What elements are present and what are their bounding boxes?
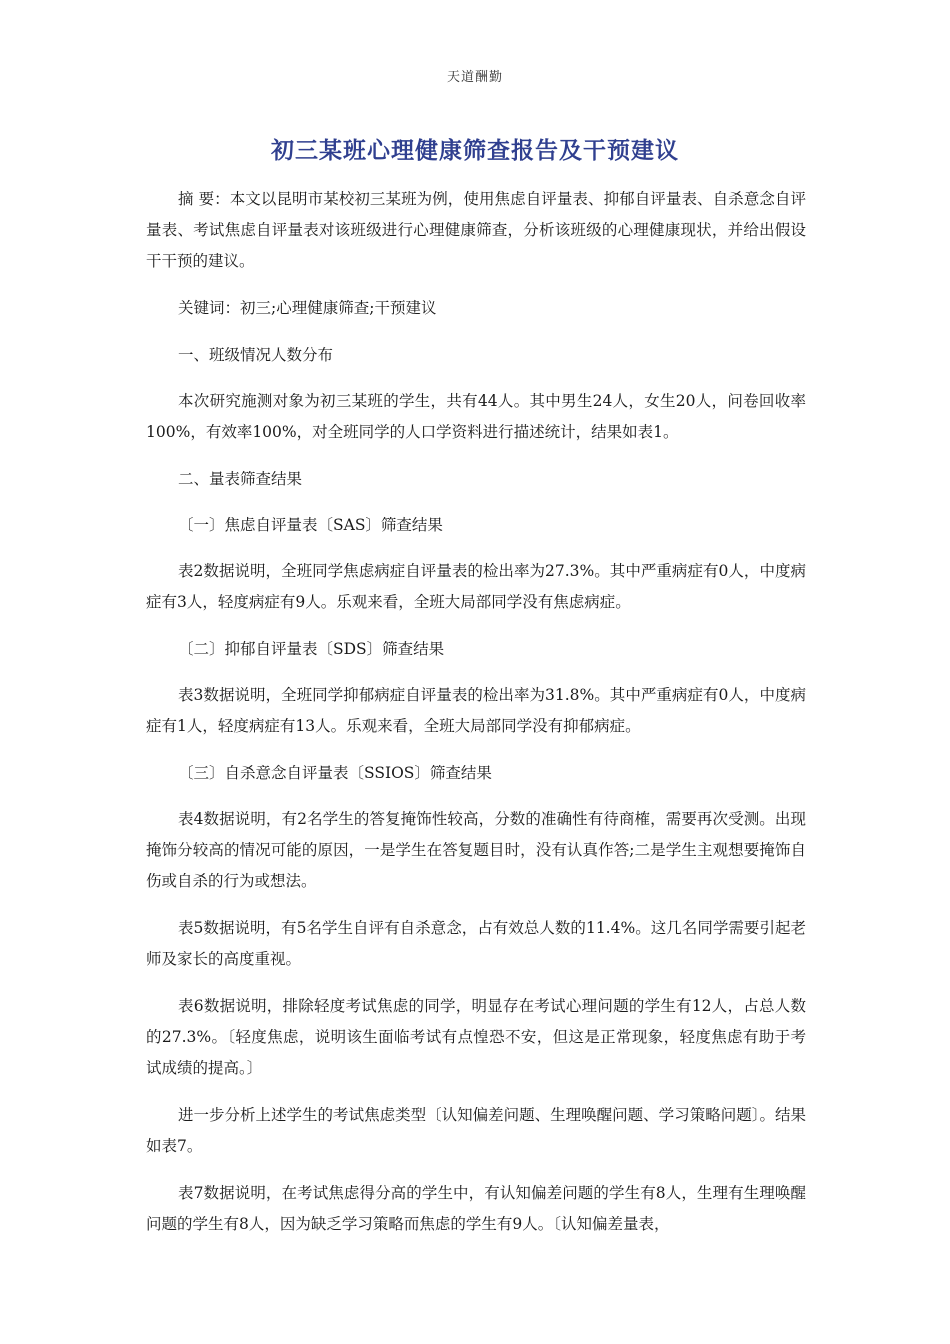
document-body xyxy=(146,184,806,1256)
abstract-paragraph: 摘 要：本文以昆明市某校初三某班为例，使用焦虑自评量表、抑郁自评量表、自杀意念自评量表、考试焦虑自评量表对该班级进行心理健康筛查，分析该班级的心理健康现状，并给出假设干干预的建议。 xyxy=(146,190,806,270)
section-heading: 一、班级情况人数分布 xyxy=(178,346,334,364)
header-watermark: 天道酬勤 xyxy=(446,70,503,85)
body-paragraph: 表5数据说明，有5名学生自评有自杀意念，占有效总人数的11.4%。这几名同学需要引起老师及家长的高度重视。 xyxy=(146,919,806,968)
document-title: 初三某班心理健康筛查报告及干预建议 xyxy=(271,138,679,164)
body-paragraph: 表4数据说明，有2名学生的答复掩饰性较高，分数的准确性有待商榷，需要再次受测。出现掩饰分较高的情况可能的原因，一是学生在答复题目时，没有认真作答;二是学生主观想要掩饰自伤或自杀的行为或想法。 xyxy=(146,810,806,890)
subsection-heading: 〔二〕抑郁自评量表〔SDS〕筛查结果 xyxy=(178,640,445,658)
body-paragraph: 表3数据说明，全班同学抑郁病症自评量表的检出率为31.8%。其中严重病症有0人，中度病症有1人，轻度病症有13人。乐观来看，全班大局部同学没有抑郁病症。 xyxy=(146,686,806,735)
subsection-heading: 〔一〕焦虑自评量表〔SAS〕筛查结果 xyxy=(178,516,443,534)
subsection-heading: 〔三〕自杀意念自评量表〔SSIOS〕筛查结果 xyxy=(178,764,492,782)
section-heading: 二、量表筛查结果 xyxy=(178,470,303,488)
body-paragraph: 表2数据说明，全班同学焦虑病症自评量表的检出率为27.3%。其中严重病症有0人，中度病症有3人，轻度病症有9人。乐观来看，全班大局部同学没有焦虑病症。 xyxy=(146,562,806,611)
body-paragraph: 本次研究施测对象为初三某班的学生，共有44人。其中男生24人，女生20人，问卷回收率100%，有效率100%，对全班同学的人口学资料进行描述统计，结果如表1。 xyxy=(146,392,806,441)
keywords-paragraph: 关键词：初三;心理健康筛查;干预建议 xyxy=(178,299,437,317)
body-paragraph: 进一步分析上述学生的考试焦虑类型〔认知偏差问题、生理唤醒问题、学习策略问题〕。结果如表7。 xyxy=(146,1106,806,1155)
body-paragraph: 表6数据说明，排除轻度考试焦虑的同学，明显存在考试心理问题的学生有12人，占总人数的27.3%。〔轻度焦虑，说明该生面临考试有点惶恐不安，但这是正常现象，轻度焦虑有助于考试成绩的提高。〕 xyxy=(146,997,806,1077)
body-paragraph: 表7数据说明，在考试焦虑得分高的学生中，有认知偏差问题的学生有8人，生理有生理唤醒问题的学生有8人，因为缺乏学习策略而焦虑的学生有9人。〔认知偏差量表， xyxy=(146,1184,806,1233)
